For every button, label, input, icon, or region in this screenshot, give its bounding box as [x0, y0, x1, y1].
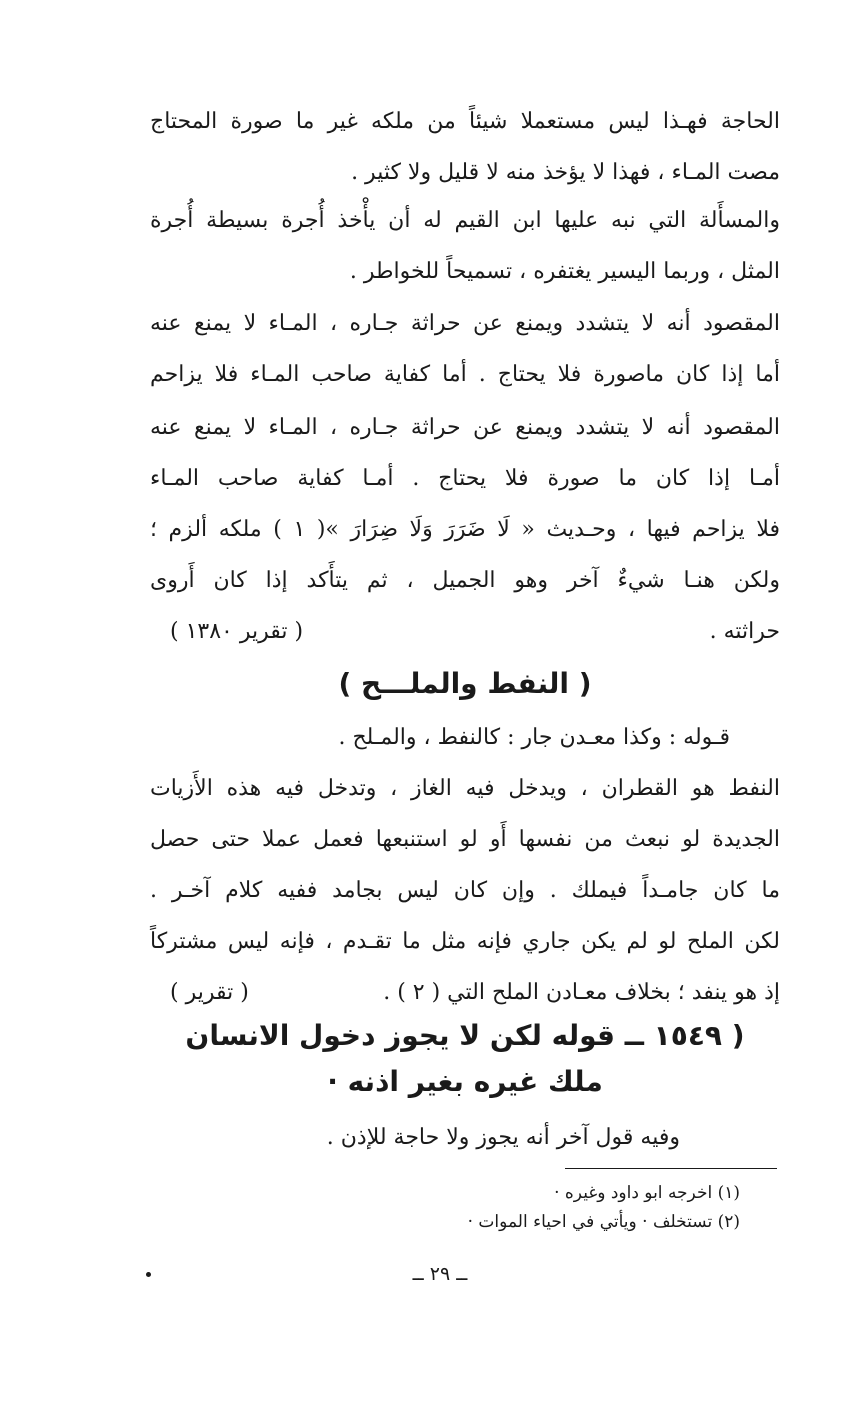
- source-reference: ( تقرير ١٣٨٠ ): [170, 619, 304, 644]
- page-number: ــ ٢٩ ــ: [412, 1263, 468, 1285]
- text-line: أمـا إذا كان ما صورة فلا يحتاج . أمـا كفاية صاحب المـاء: [150, 466, 780, 491]
- text-line: قـوله : وكذا معـدن جار : كالنفط ، والمـلح .: [338, 725, 730, 750]
- paragraph-maqsud-1: [150, 298, 780, 400]
- text-line: الحاجة فهـذا ليس مستعملا شيئاً من ملكه غير ما صورة المحتاج: [150, 109, 780, 134]
- text-line: الجديدة لو نبعث من نفسها أَو لو استنبعها فعمل عملا حتى حصل: [150, 827, 780, 852]
- heading-1549-line-1: ( ١٥٤٩ ــ قوله لكن لا يجوز دخول الانسان: [185, 1019, 745, 1052]
- text-line: المقصود أنه لا يتشدد ويمنع عن حراثة جـاره ، المـاء لا يمنع عنه: [150, 415, 780, 440]
- text-line: والمسأَلة التي نبه عليها ابن القيم له أن يأْخذ أُجرة بسيطة أُجرة: [150, 208, 780, 233]
- text-line: لكن الملح لو لم يكن جاري فإنه مثل ما تقـدم ، فإنه ليس مشتركاً: [150, 929, 780, 954]
- line-text: حراثته .: [709, 619, 780, 644]
- text-line-with-reference: [150, 967, 780, 1018]
- paragraph-maqsud-2: [150, 402, 780, 657]
- footnote-1: (١) اخرجه ابو داود وغيره ·: [554, 1183, 740, 1203]
- text-line: ما كان جامـداً فيملك . وإن كان ليس بجامد ففيه كلام آخـر .: [150, 878, 780, 903]
- footnote-divider: [565, 1168, 777, 1169]
- text-line: وفيه قول آخر أنه يجوز ولا حاجة للإذن .: [326, 1125, 680, 1150]
- text-line: أما إذا كان ماصورة فلا يحتاج . أما كفاية صاحب المـاء فلا يزاحم: [150, 362, 780, 387]
- text-line: المثل ، وربما اليسير يغتفره ، تسميحاً للخواطر .: [349, 259, 780, 284]
- paragraph-top: [150, 96, 780, 198]
- footnote-2: (٢) تستخلف · ويأتي في احياء الموات ·: [467, 1212, 740, 1232]
- text-line: فلا يزاحم فيها ، وحـديث « لَا ضَرَرَ وَلَا ضِرَارَ »( ١ ) ملكه ألزم ؛: [150, 517, 781, 542]
- text-line: مصت المـاء ، فهذا لا يؤخذ منه لا قليل ولا كثير .: [351, 160, 780, 185]
- section-heading-naft: ( النفط والملـــح ): [338, 667, 592, 700]
- paragraph-closing: [150, 1112, 780, 1163]
- text-line: ولكن هنـا شيءٌ آخر وهو الجميل ، ثم يتأَكد إذا كان أَروى: [150, 568, 780, 593]
- source-reference: ( تقرير ): [170, 980, 249, 1005]
- text-line: النفط هو القطران ، ويدخل فيه الغاز ، وتدخل فيه هذه الأَزيات: [150, 776, 780, 801]
- line-text: إذ هو ينفد ؛ بخلاف معـادن الملح التي ( ٢ ) .: [383, 980, 780, 1005]
- text-line: المقصود أنه لا يتشدد ويمنع عن حراثة جـاره ، المـاء لا يمنع عنه: [150, 311, 780, 336]
- margin-dot: [146, 1272, 151, 1277]
- heading-1549-line-2: ملك غيره بغير اذنه ·: [327, 1065, 603, 1098]
- text-line-with-reference: [150, 606, 780, 657]
- paragraph-masala: [150, 195, 780, 297]
- paragraph-naft: [150, 712, 780, 1018]
